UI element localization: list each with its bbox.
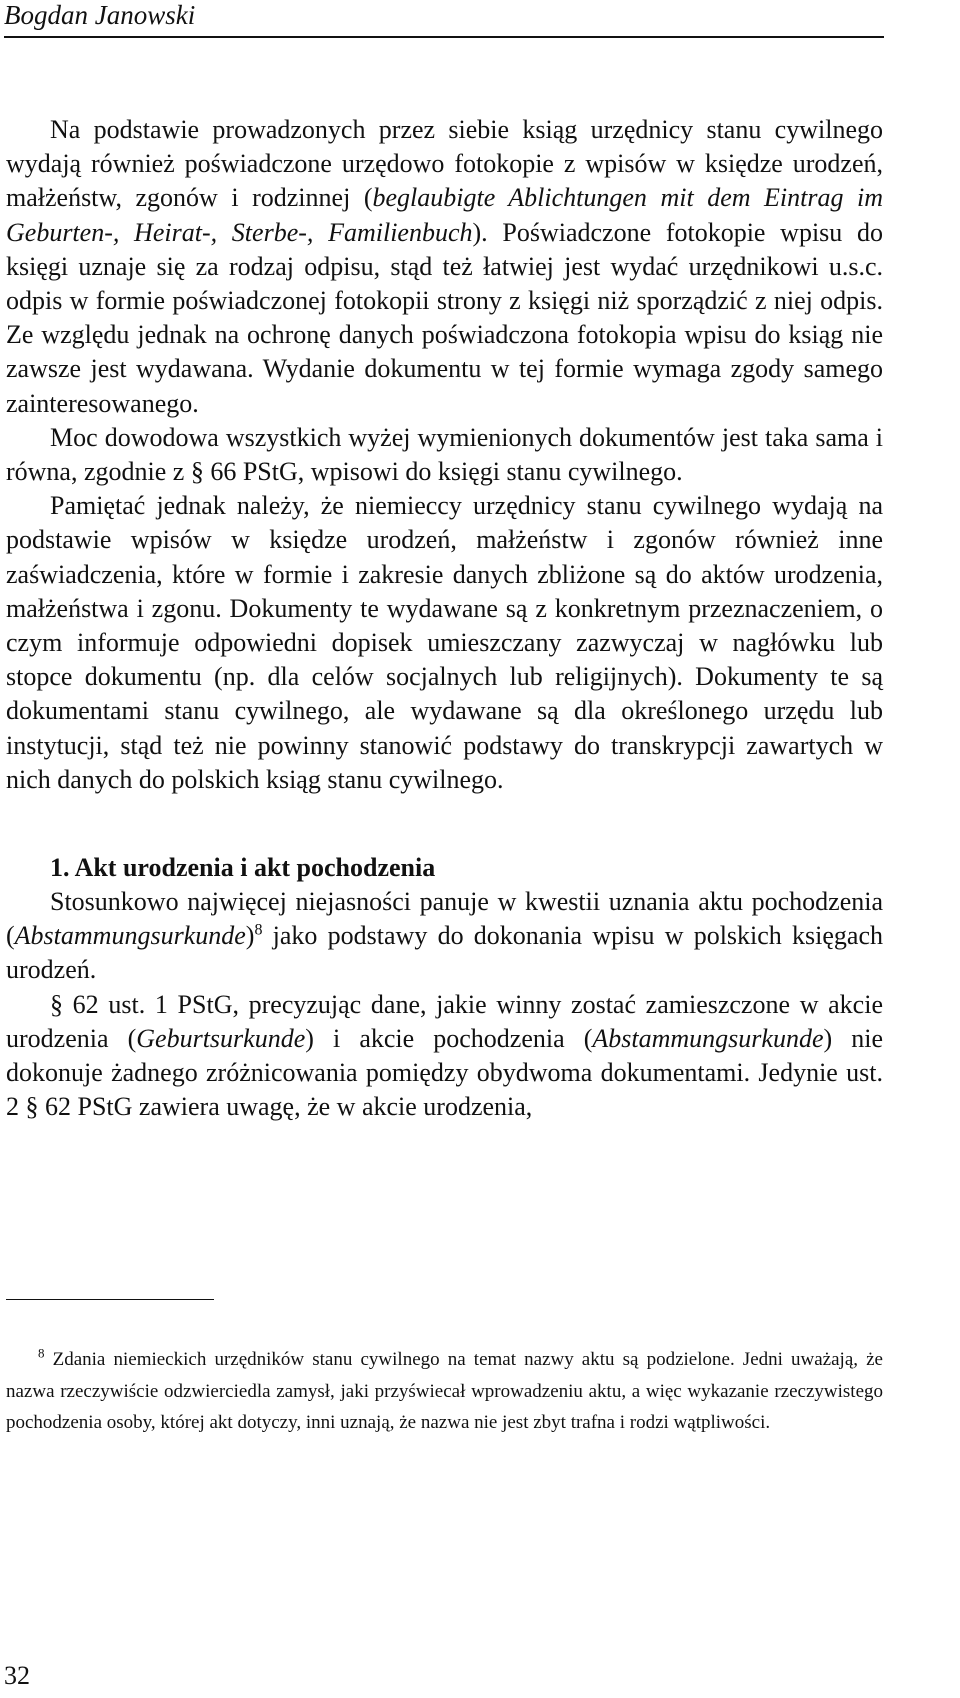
footnote-reference: 8 [254,921,263,939]
section-p2-part-5: ) nie dokonuje żadnego zróżnicowania pomiędzy obydwoma dokumentami. Jedynie ust. 2 § 62 PStG zawiera uwagę, że w akcie urodzenia, [6,1023,883,1122]
footnote-number: 8 [38,1345,45,1361]
footnote-separator [6,1299,214,1300]
section-p1-italic: Abstammungsurkunde [14,921,246,951]
paragraph-2: Moc dowodowa wszystkich wyżej wymienionych dokumentów jest taka sama i równa, zgodnie z § 66 PStG, wpisowi do księgi stanu cywilnego. [6,422,883,487]
section-p2-italic-1: Geburtsurkunde [136,1023,306,1053]
section-p1-part-1: Stosunkowo najwięcej niejasności panuje w kwestii uznania aktu pochodzenia ( [6,887,883,951]
paragraph-1-italic: beglaubigte Ablichtungen mit dem Eintrag im Geburten-, Heirat-, Sterbe-, Familienbuch [6,183,883,247]
footnote-body: Zdania niemieckich urzędników stanu cywilnego na temat nazwy aktu są podzielone. Jedni uważają, że nazwa rzeczywiście odzwierciedla zamysł, jaki przyświecał wprowadzeniu aktu, a więc wykazanie rzeczywistego pochodzenia osoby, której akt dotyczy, inni uznają, że nazwa nie jest zbyt trafna i rodzi wątpliwości. [6,1349,883,1433]
section-p2-italic-2: Abstammungsurkunde [592,1023,824,1053]
page-number: 32 [4,1661,30,1690]
paragraph-1-part-1: Na podstawie prowadzonych przez siebie ksiąg urzędnicy stanu cywilnego wydają również poświadczone urzędowo fotokopie z wpisów w księdze urodzeń, małżeństw, zgonów i rodzinnej ( [6,115,883,213]
running-title: Bogdan Janowski [4,0,196,30]
section-p2-part-1: § 62 ust. 1 PStG, precyzując dane, jakie winny zostać zamieszczone w akcie urodzenia ( [6,989,883,1053]
footnote-text [6,1344,883,1439]
running-header [4,0,884,38]
section-title: 1. Akt urodzenia i akt pochodzenia [50,853,436,883]
section-paragraph-2 [6,988,883,1125]
paragraph-1 [6,113,883,421]
paragraph-3: Pamiętać jednak należy, że niemieccy urzędnicy stanu cywilnego wydają na podstawie wpisów w księdze urodzeń, małżeństw i zgonów również inne zaświadczenia, które w formie i zakresie danych zbliżone są do aktów urodzenia, małżeństwa i zgonu. Dokumenty te wydawane są z konkretnym przeznaczeniem, o czym informuje odpowiedni dopisek umieszczany zazwyczaj w nagłówku lub stopce dokumentu (np. dla celów socjalnych lub religijnych). Dokumenty te są dokumentami stanu cywilnego, ale wydawane są dla określonego urzędu lub instytucji, stąd też nie powinny stanowić podstawy do transkrypcji zawartych w nich danych do polskich ksiąg stanu cywilnego. [6,491,883,794]
section-p2-part-3: ) i akcie pochodzenia ( [305,1023,593,1053]
main-text [6,113,883,1124]
section-paragraph-1 [6,885,883,988]
section-p1-part-3: ) [245,921,255,951]
paragraph-1-part-3: ). Poświadczone fotokopie wpisu do księgi uznaje się za rodzaj odpisu, stąd też łatwiej jest wydać urzędnikowi u.s.c. odpis w formie poświadczonej fotokopii strony z księgi niż sporządzić z niej odpis. Ze względu jednak na ochronę danych poświadczona fotokopia wpisu do ksiąg nie zawsze jest wydawana. Wydanie dokumentu w tej formie wymaga zgody samego zainteresowanego. [6,217,883,418]
footnote [6,1344,883,1439]
section-p1-part-4: jako podstawy do dokonania wpisu w polskich księgach urodzeń. [6,921,883,985]
